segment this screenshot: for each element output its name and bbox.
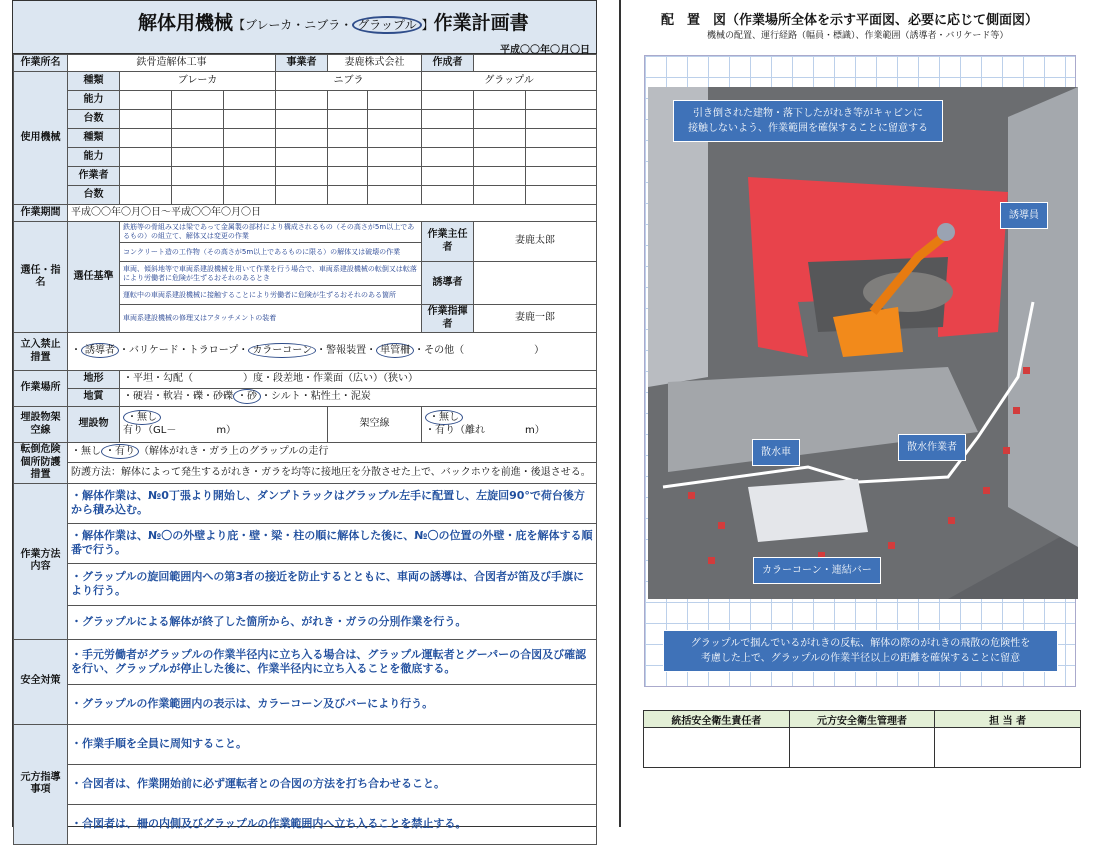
safety-label: 安全対策 <box>14 639 68 724</box>
method-item: ・解体作業は、№0丁張より開始し、ダンプトラックはグラップル左手に配置し、左旋回90°で荷台後方から積み込む。 <box>68 483 597 523</box>
machine-capacity-label-2: 能力 <box>68 148 120 167</box>
title-sub-close: 】 <box>421 18 434 32</box>
rollover-label: 転倒危険個所防護措置 <box>14 443 68 484</box>
author-label: 作成者 <box>422 55 474 72</box>
leader-label: 作業指揮者 <box>422 305 474 333</box>
grapple-head <box>937 223 955 241</box>
title-sub: 【ブレーカ・ニブラ・ <box>233 18 353 32</box>
machine-capacity-label: 能力 <box>68 91 120 110</box>
appoint-label: 選任・指名 <box>14 222 68 333</box>
company-value: 妻鹿株式会社 <box>328 55 422 72</box>
layout-panel <box>619 0 1100 827</box>
title-tail: 作業計画書 <box>433 12 529 34</box>
rollover-yes-circled: ・有り <box>101 444 139 459</box>
document-date: 平成〇〇年〇月〇日 <box>500 45 590 56</box>
buried-label: 埋設物架空線 <box>14 407 68 443</box>
terrain-label: 地形 <box>68 371 120 389</box>
criteria-item: 車両系建設機械の修理又はアタッチメントの装着 <box>120 305 422 333</box>
buried-obj-label: 埋設物 <box>68 407 120 443</box>
sig-header-general: 統括安全衛生責任者 <box>644 711 790 728</box>
callout-guide: 誘導員 <box>1000 202 1048 229</box>
layout-title: 配 置 図（作業場所全体を示す平面図、必要に応じて側面図） <box>661 13 1039 28</box>
overhead-value: ・無し ・有り（離れ m） <box>422 407 597 443</box>
criteria-item: 鉄筋等の骨組み又は梁であって金属製の部材により構成されるもの（その高さが5m以上であるもの）の組立て、解体又は変更の作業 <box>120 222 422 243</box>
chief-value: 妻鹿太郎 <box>474 222 597 262</box>
sig-box-manager[interactable] <box>789 728 935 768</box>
sig-header-staff: 担 当 者 <box>935 711 1081 728</box>
title-main: 解体用機械 <box>138 12 234 34</box>
machine-type-grapple: グラップル <box>422 72 597 91</box>
instruct-label: 元方指導事項 <box>14 724 68 844</box>
machine-type-label-2: 種類 <box>68 129 120 148</box>
site-label: 作業所名 <box>14 55 68 72</box>
water-truck <box>748 479 868 542</box>
callout-grapple-radius: グラップルで掴んでいるがれきの反転、解体の際のがれきの飛散の危険性を 考慮した上で、グラップルの作業半径以上の距離を確保することに留意 <box>663 630 1058 672</box>
callout-cabin: 引き倒された建物・落下したがれき等がキャビンに 接触しないよう、作業範囲を確保することに留意する <box>673 100 943 142</box>
criteria-item: 車両、傾斜地等で車両系建設機械を用いて作業を行う場合で、車両系建設機械の転倒又は転落により労働者に危険が生ずるおそれのあるとき <box>120 262 422 286</box>
layout-subtitle: 機械の配置、運行経路（幅員・標識）、作業範囲（誘導者・バリケード等） <box>707 31 1009 41</box>
period-label: 作業期間 <box>14 205 68 222</box>
site-value: 鉄骨造解体工事 <box>68 55 276 72</box>
plan-table <box>13 54 597 845</box>
buried-value: ・無し 有り（GL－ m） <box>120 407 328 443</box>
plan-form <box>12 0 597 831</box>
restrict-pipe-fence-circled: 単管柵 <box>376 343 414 358</box>
soil-value: ・硬岩・軟岩・礫・砂礫 ・砂 ・シルト・粘性土・泥炭 <box>120 389 597 407</box>
method-label: 作業方法内容 <box>14 483 68 639</box>
criteria-item: 運転中の車両系建設機械に接触することにより労働者に危険が生ずるおそれのある箇所 <box>120 286 422 305</box>
machine-type-label: 種類 <box>68 72 120 91</box>
safety-item: ・手元労働者がグラップルの作業半径内に立ち入る場合は、グラップル運転者とグーパーの合図及び確認を行い、グラップルが停止した後に、作業半径内に立ち入ることを徹底する。 <box>68 639 597 684</box>
chief-label: 作業主任者 <box>422 222 474 262</box>
period-value: 平成〇〇年〇月〇日～平成〇〇年〇月〇日 <box>68 205 597 222</box>
form-header <box>13 1 596 54</box>
rollover-value: ・無し ・有り （解体がれき・ガラ上のグラップルの走行 <box>68 443 597 463</box>
callout-truck: 散水車 <box>752 439 800 466</box>
machines-label: 使用機械 <box>14 72 68 205</box>
callout-cones: カラーコーン・連結バー <box>753 557 881 584</box>
overhead-none-circled: ・無し <box>425 410 463 425</box>
machine-count-label: 台数 <box>68 110 120 129</box>
callout-worker: 散水作業者 <box>898 434 966 461</box>
soil-sand-circled: ・砂 <box>233 389 261 404</box>
criteria-label: 選任基準 <box>68 222 120 333</box>
sig-box-staff[interactable] <box>935 728 1081 768</box>
method-item: ・グラップルの旋回範囲内への第3者の接近を防止するとともに、車両の誘導は、合図者が笛及び手旗により行う。 <box>68 563 597 605</box>
document-title <box>138 8 529 35</box>
signature-table <box>643 710 1081 768</box>
terrain-value: ・平坦・勾配（ ）度・段差地・作業面（広い）（狭い） <box>120 371 597 389</box>
machine-type-nibbler: ニブラ <box>276 72 422 91</box>
method-item: ・解体作業は、№〇の外壁より庇・壁・梁・柱の順に解体した後に、№〇の位置の外壁・庇を解体する順番で行う。 <box>68 523 597 563</box>
guide-value[interactable] <box>474 262 597 305</box>
restrict-label: 立入禁止措置 <box>14 333 68 371</box>
author-value[interactable] <box>474 55 597 72</box>
overhead-label: 架空線 <box>328 407 422 443</box>
machine-operator-label: 作業者 <box>68 167 120 186</box>
instruct-item: ・作業手順を全員に周知すること。 <box>68 724 597 764</box>
soil-label: 地質 <box>68 389 120 407</box>
restrict-options: ・ 誘導者 ・バリケード・トラロープ・ カラーコーン ・警報装置・ 単管柵 ・その他（ ） <box>68 333 597 371</box>
machine-count-label-2: 台数 <box>68 186 120 205</box>
safety-item: ・グラップルの作業範囲内の表示は、カラーコーン及びバーにより行う。 <box>68 684 597 724</box>
instruct-item: ・合図者は、作業開始前に必ず運転者との合図の方法を打ち合わせること。 <box>68 764 597 804</box>
restrict-guide-circled: 誘導者 <box>81 343 119 358</box>
right-building <box>1008 87 1078 547</box>
sig-box-general[interactable] <box>644 728 790 768</box>
title-circled-grapple: グラップル <box>352 16 421 34</box>
place-label: 作業場所 <box>14 371 68 407</box>
leader-value: 妻鹿一郎 <box>474 305 597 333</box>
sig-header-manager: 元方安全衛生管理者 <box>789 711 935 728</box>
method-item: ・グラップルによる解体が終了した箇所から、がれき・ガラの分別作業を行う。 <box>68 605 597 639</box>
buried-none-circled: ・無し <box>123 410 161 425</box>
company-label: 事業者 <box>276 55 328 72</box>
machine-type-breaker: ブレーカ <box>120 72 276 91</box>
guide-label: 誘導者 <box>422 262 474 305</box>
rollover-prevent: 防護方法：解体によって発生するがれき・ガラを均等に接地圧を分散させた上で、バックホウを前進・後退させる。 <box>68 463 597 483</box>
restrict-cone-circled: カラーコーン <box>248 343 316 358</box>
site-illustration-svg <box>648 87 1078 599</box>
site-illustration <box>648 87 1078 599</box>
instruct-item: ・合図者は、柵の内側及びグラップルの作業範囲内へ立ち入ることを禁止する。 <box>68 804 597 844</box>
criteria-item: コンクリート造の工作物（その高さが5m以上であるものに限る）の解体又は破壊の作業 <box>120 243 422 262</box>
